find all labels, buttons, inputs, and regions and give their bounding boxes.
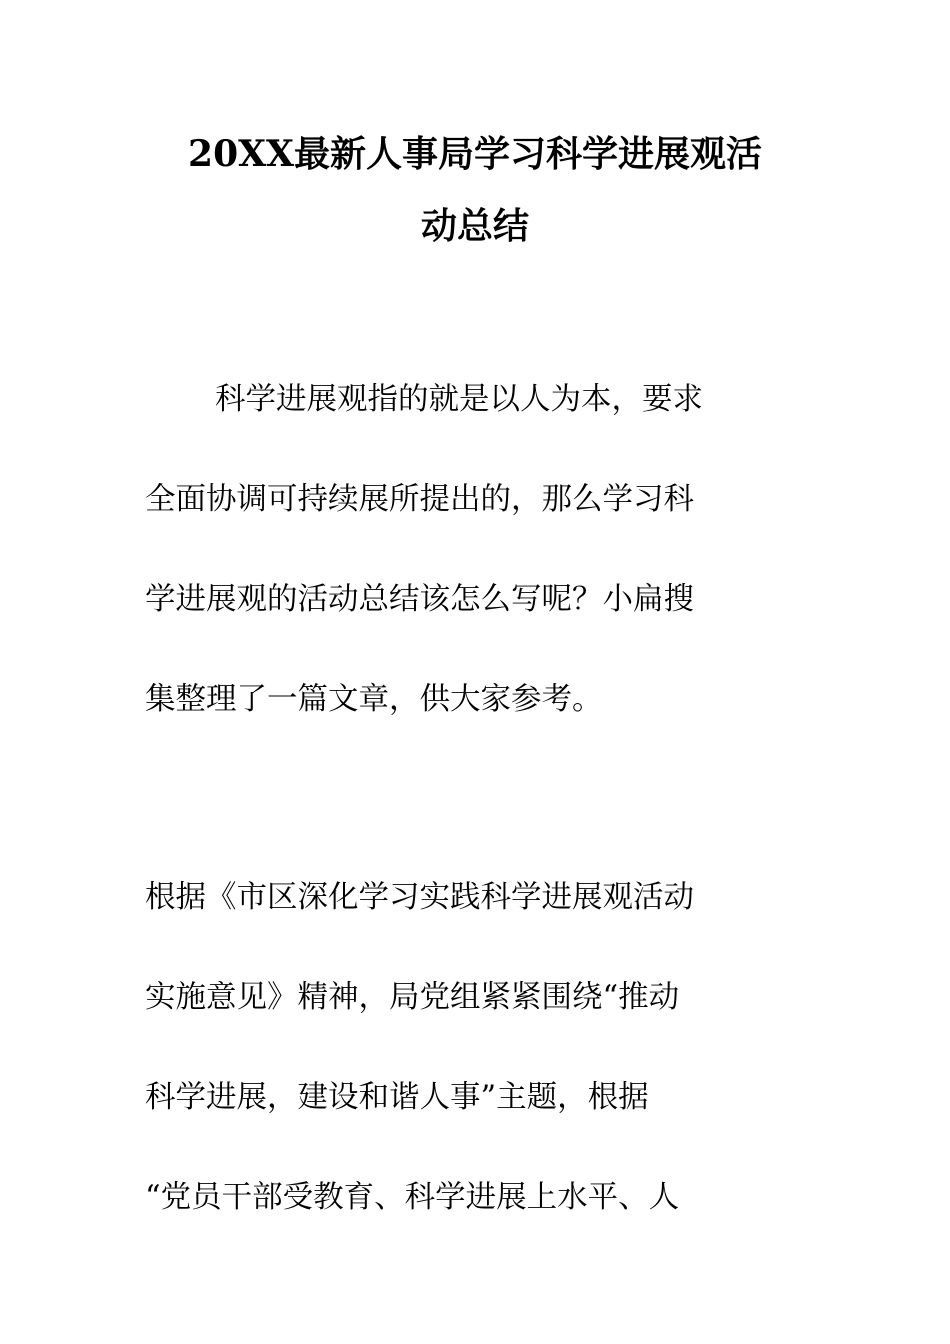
paragraph-2-line-3: 科学进展，建设和谐人事”主题，根据: [145, 1080, 649, 1115]
paragraph-1-line-2: 全面协调可持续展所提出的，那么学习科: [145, 482, 694, 517]
document-title-line-1: 20XX最新人事局学习科学进展观活: [188, 133, 762, 175]
paragraph-2-line-4: “党员干部受教育、科学进展上水平、人: [145, 1180, 680, 1215]
paragraph-2-line-1: 根据《市区深化学习实践科学进展观活动: [145, 880, 694, 915]
paragraph-2-line-2: 实施意见》精神，局党组紧紧围绕“推动: [145, 980, 680, 1015]
paragraph-1-line-3: 学进展观的活动总结该怎么写呢？小扁搜: [145, 582, 694, 617]
paragraph-1-line-1: 科学进展观指的就是以人为本，要求: [215, 382, 703, 417]
paragraph-1-line-4: 集整理了一篇文章，供大家参考。: [145, 682, 603, 717]
document-title-line-2: 动总结: [420, 205, 529, 247]
